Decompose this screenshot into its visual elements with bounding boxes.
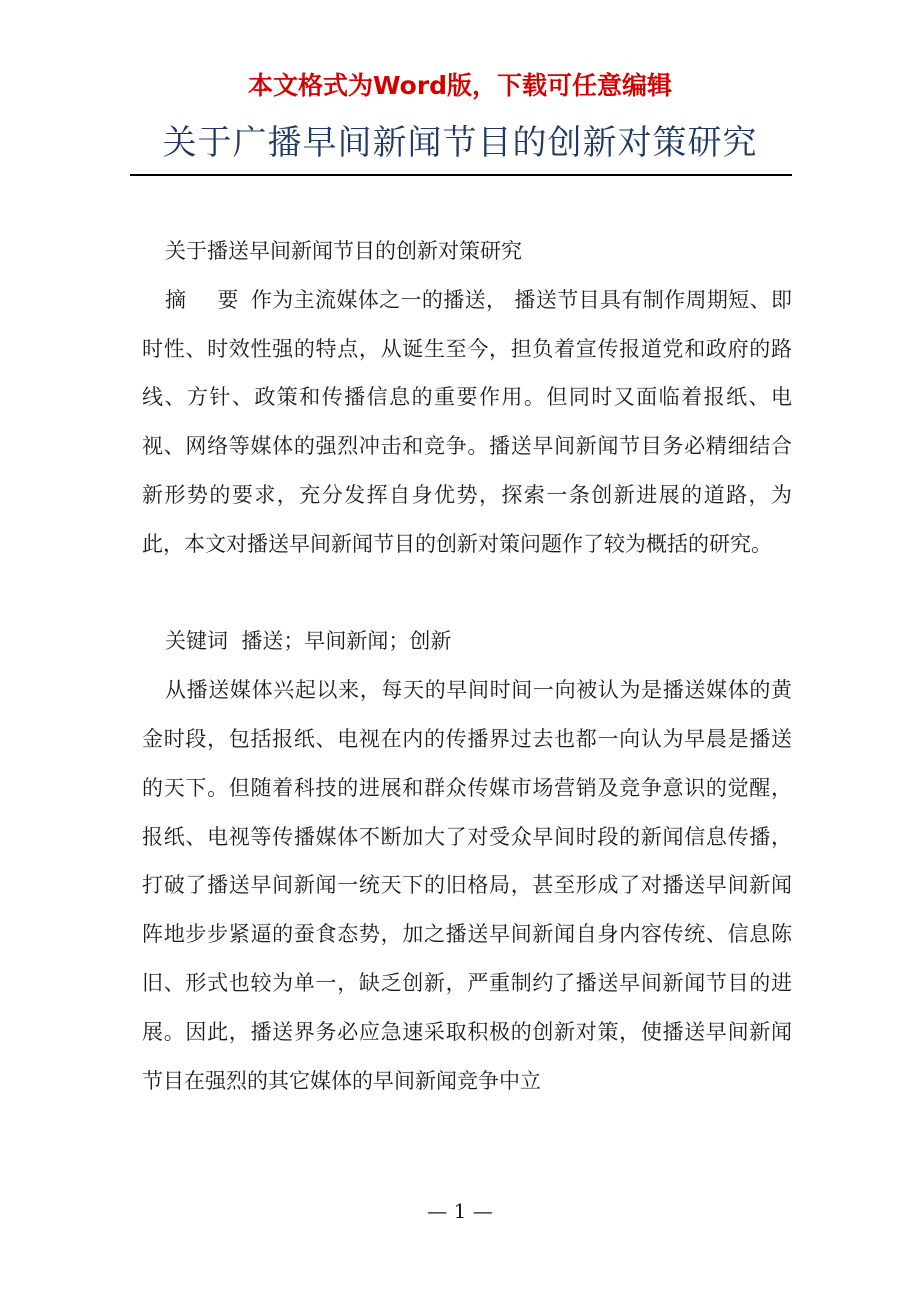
- keywords-line: [142, 617, 792, 666]
- keywords-text: 播送；早间新闻；创新: [241, 629, 452, 654]
- page-number: — 1 —: [427, 1199, 493, 1223]
- abstract-text: 作为主流媒体之一的播送， 播送节目具有制作周期短、即时性、时效性强的特点，从诞生至今，担负着宣传报道党和政府的路线、方针、政策和传播信息的重要作用。但同时又面临着报纸、电视、网络等媒体的强烈冲击和竞争。播送早间新闻节目务必精细结合新形势的要求，充分发挥自身优势，探索一条创新进展的道路，为此，本文对播送早间新闻节目的创新对策问题作了较为概括的研究。: [142, 287, 792, 556]
- title-divider: [130, 174, 792, 176]
- abstract-label: 摘 要: [165, 287, 251, 312]
- abstract-paragraph: [142, 276, 792, 569]
- article-subtitle: 关于播送早间新闻节目的创新对策研究: [165, 239, 522, 263]
- keywords-label: 关键词: [165, 629, 228, 654]
- intro-paragraph: 从播送媒体兴起以来，每天的早间时间一向被认为是播送媒体的黄金时段，包括报纸、电视在内的传播界过去也都一向认为早晨是播送的天下。但随着科技的进展和群众传媒市场营销及竞争意识的觉醒，报纸、电视等传播媒体不断加大了对受众早间时段的新闻信息传播，打破了播送早间新闻一统天下的旧格局，甚至形成了对播送早间新闻阵地步步紧逼的蚕食态势，加之播送早间新闻自身内容传统、信息陈旧、形式也较为单一，缺乏创新，严重制约了播送早间新闻节目的进展。因此，播送界务必应急速采取积极的创新对策，使播送早间新闻节目在强烈的其它媒体的早间新闻竞争中立: [142, 678, 792, 1093]
- article-body: [142, 227, 792, 1105]
- format-notice-banner: 本文格式为Word版，下载可任意编辑: [247, 71, 673, 100]
- paragraph-gap: [142, 569, 792, 618]
- document-title: 关于广播早间新闻节目的创新对策研究: [162, 123, 758, 163]
